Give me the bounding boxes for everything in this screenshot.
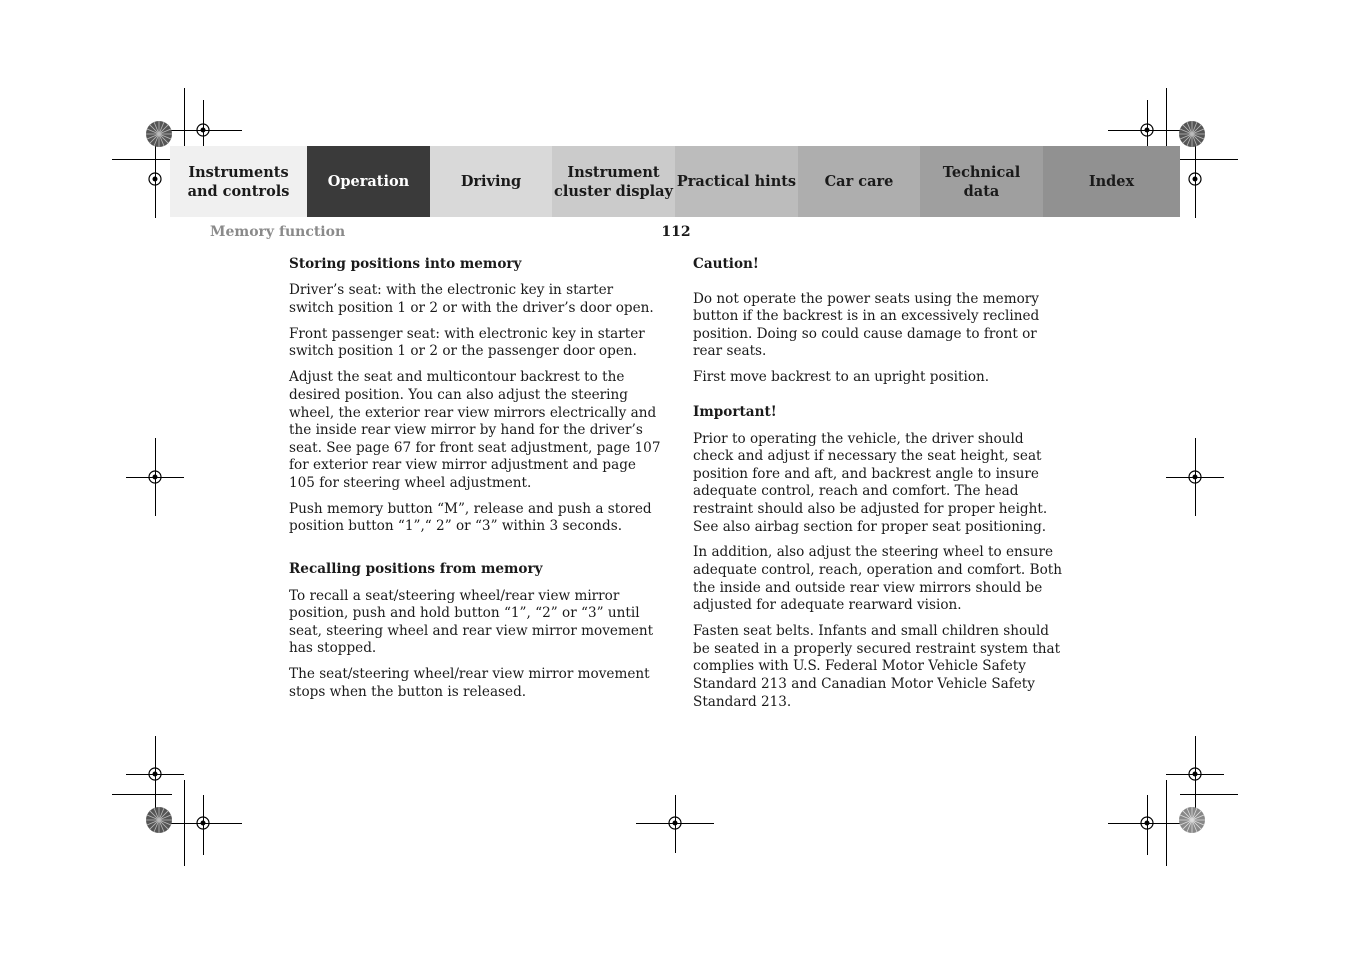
- tab-label: Operation: [327, 173, 410, 190]
- section-title: Memory function: [210, 224, 346, 240]
- registration-target-icon: [195, 122, 211, 138]
- starburst-mark-icon: [1178, 806, 1206, 834]
- tab-label: Practical hints: [676, 173, 797, 190]
- tab-instrument-cluster-display[interactable]: [552, 146, 675, 217]
- tab-driving[interactable]: [430, 146, 552, 217]
- paragraph: In addition, also adjust the steering wheel to ensure adequate control, reach, operation and comfort. Both the inside and outside rear view mirrors should be adjusted for adequate rearward vision.: [693, 544, 1062, 614]
- heading-important: Important!: [693, 404, 777, 421]
- tab-label: Driving: [460, 173, 522, 190]
- tab-label: and controls: [187, 182, 290, 200]
- tab-practical-hints[interactable]: [675, 146, 798, 217]
- chapter-tab-bar: [170, 146, 1180, 217]
- registration-target-icon: [667, 815, 683, 831]
- paragraph: Front passenger seat: with electronic key in starter switch position 1 or 2 or the passenger door open.: [289, 325, 645, 360]
- paragraph: Push memory button “M”, release and push a stored position button “1”,“ 2” or “3” within 3 seconds.: [289, 500, 652, 535]
- left-column: [289, 256, 661, 710]
- tab-car-care[interactable]: [798, 146, 920, 217]
- tab-label: Instrument: [567, 163, 660, 181]
- paragraph: To recall a seat/steering wheel/rear view mirror position, push and hold button “1”, “2” or “3” until seat, steering wheel and rear view mirror movement has stopped.: [289, 587, 654, 657]
- starburst-mark-icon: [145, 120, 173, 148]
- registration-target-icon: [1139, 122, 1155, 138]
- tab-index[interactable]: [1043, 146, 1180, 217]
- tab-operation[interactable]: [307, 146, 430, 217]
- registration-target-icon: [147, 171, 163, 187]
- heading-caution: Caution!: [693, 256, 759, 272]
- tab-label: Technical: [942, 163, 1021, 181]
- registration-target-icon: [1187, 469, 1203, 485]
- paragraph: Prior to operating the vehicle, the driver should check and adjust if necessary the seat height, seat position fore and aft, and backrest angle to insure adequate control, reach and comfort. The head restraint should also be adjusted for proper height. See also airbag section for proper seat positioning.: [693, 430, 1048, 535]
- tab-instruments-and-controls[interactable]: [170, 146, 307, 217]
- tab-label: cluster display: [554, 182, 673, 200]
- page-number: 112: [661, 224, 691, 240]
- paragraph: Do not operate the power seats using the memory button if the backrest is in an excessively reclined position. Doing so could cause damage to front or rear seats.: [693, 290, 1040, 360]
- right-column: [693, 256, 1065, 720]
- paragraph: The seat/steering wheel/rear view mirror movement stops when the button is released.: [289, 666, 650, 701]
- tab-label: data: [963, 182, 1000, 200]
- tab-label: Car care: [824, 173, 894, 190]
- paragraph: Adjust the seat and multicontour backrest to the desired position. You can also adjust the steering wheel, the exterior rear view mirrors electrically and the inside rear view mirror by hand for the driver’s seat. See page 67 for front seat adjustment, page 107 for exterior rear view mirror adjustment and page 105 for steering wheel adjustment.: [289, 369, 661, 491]
- registration-target-icon: [1139, 815, 1155, 831]
- heading-storing-positions: Storing positions into memory: [289, 256, 522, 272]
- tab-label: Index: [1088, 173, 1135, 190]
- registration-target-icon: [1187, 171, 1203, 187]
- heading-recalling-positions: Recalling positions from memory: [289, 561, 543, 578]
- tab-label: Instruments: [188, 163, 289, 181]
- registration-target-icon: [147, 766, 163, 782]
- registration-target-icon: [195, 815, 211, 831]
- registration-target-icon: [1187, 766, 1203, 782]
- paragraph: Fasten seat belts. Infants and small children should be seated in a properly secured restraint system that complies with U.S. Federal Motor Vehicle Safety Standard 213 and Canadian Motor Vehicle Safety Standard 213.: [693, 623, 1061, 710]
- starburst-mark-icon: [1178, 120, 1206, 148]
- starburst-mark-icon: [145, 806, 173, 834]
- tab-technical-data[interactable]: [920, 146, 1043, 217]
- registration-target-icon: [147, 469, 163, 485]
- paragraph: First move backrest to an upright position.: [693, 369, 990, 386]
- paragraph: Driver’s seat: with the electronic key in starter switch position 1 or 2 or with the driver’s door open.: [289, 282, 654, 316]
